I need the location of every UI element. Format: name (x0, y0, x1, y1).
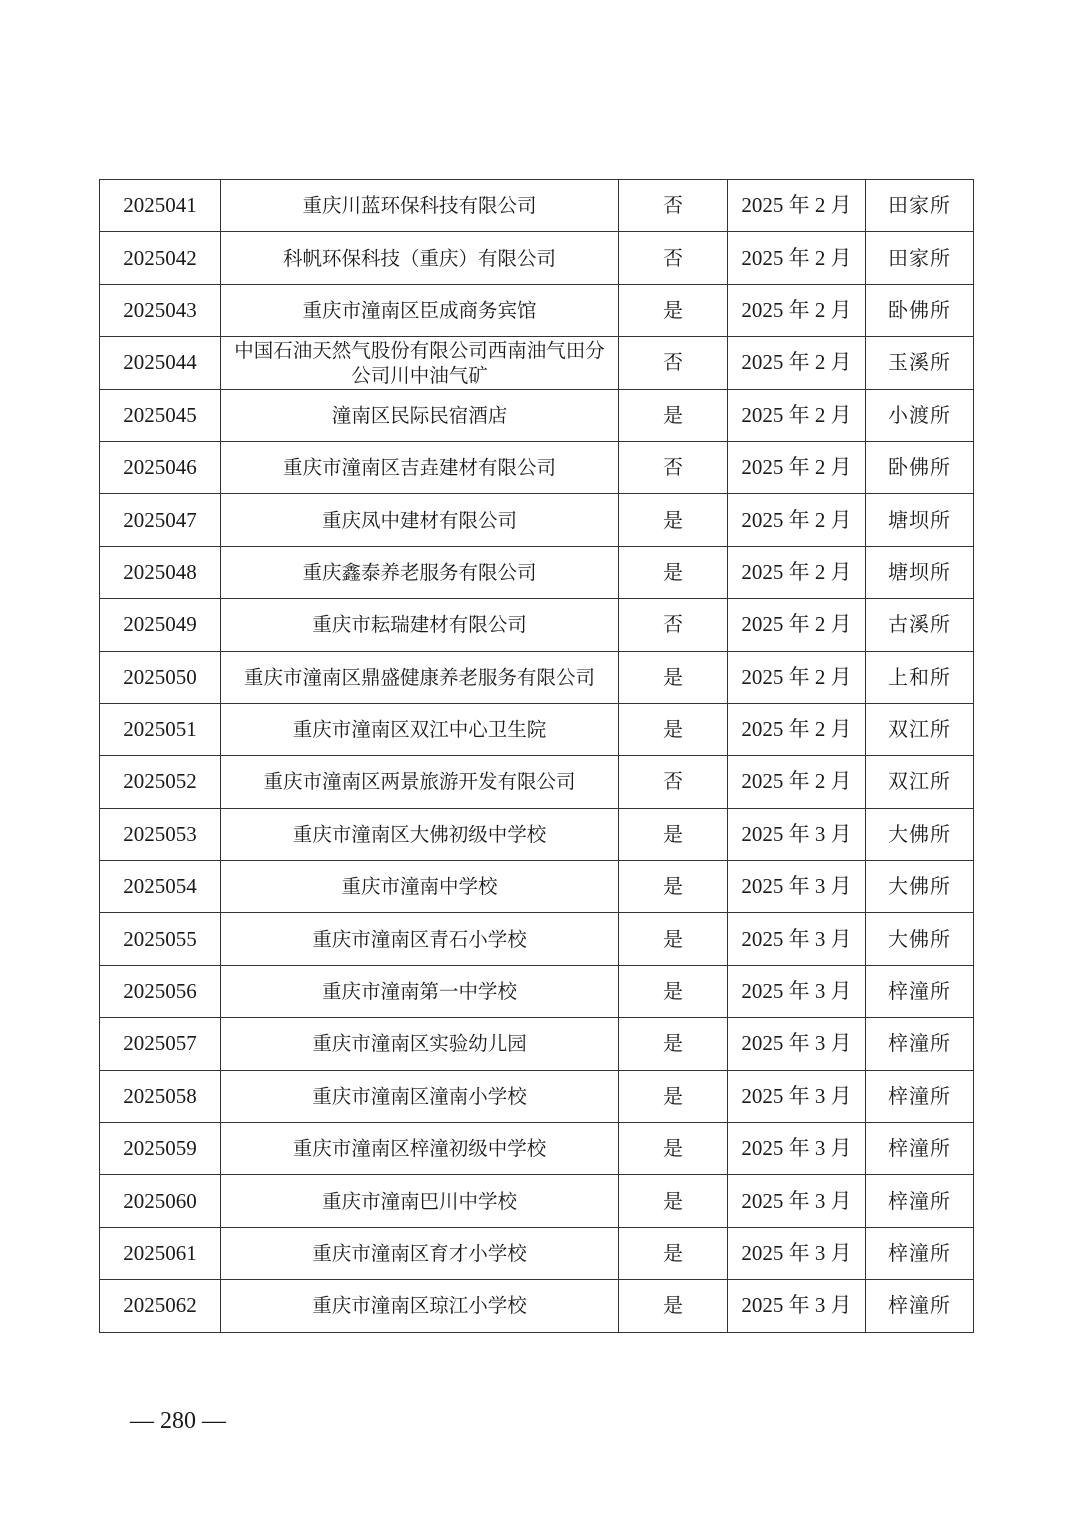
office-cell: 梓潼所 (866, 965, 974, 1017)
record-id-cell: 2025041 (100, 180, 221, 232)
record-id-cell: 2025059 (100, 1123, 221, 1175)
yes-no-cell: 是 (619, 808, 728, 860)
record-id-cell: 2025047 (100, 494, 221, 546)
office-cell: 大佛所 (866, 808, 974, 860)
record-id-cell: 2025044 (100, 337, 221, 389)
date-cell: 2025 年 2 月 (728, 441, 866, 493)
table-row (100, 546, 974, 598)
date-cell: 2025 年 3 月 (728, 1018, 866, 1070)
office-cell: 小渡所 (866, 389, 974, 441)
organization-name-cell: 重庆市潼南区实验幼儿园 (221, 1018, 619, 1070)
organization-name-cell: 重庆市耘瑞建材有限公司 (221, 599, 619, 651)
record-id-cell: 2025061 (100, 1227, 221, 1279)
table-row (100, 913, 974, 965)
yes-no-cell: 否 (619, 337, 728, 389)
table-row (100, 337, 974, 389)
table-row (100, 651, 974, 703)
table-row (100, 1175, 974, 1227)
office-cell: 梓潼所 (866, 1175, 974, 1227)
table-row (100, 599, 974, 651)
date-cell: 2025 年 3 月 (728, 861, 866, 913)
office-cell: 古溪所 (866, 599, 974, 651)
date-cell: 2025 年 2 月 (728, 703, 866, 755)
organization-name-cell: 重庆市潼南区两景旅游开发有限公司 (221, 756, 619, 808)
date-cell: 2025 年 2 月 (728, 180, 866, 232)
date-cell: 2025 年 3 月 (728, 913, 866, 965)
record-id-cell: 2025062 (100, 1280, 221, 1332)
organization-name-cell: 科帆环保科技（重庆）有限公司 (221, 232, 619, 284)
office-cell: 大佛所 (866, 861, 974, 913)
office-cell: 上和所 (866, 651, 974, 703)
office-cell: 梓潼所 (866, 1070, 974, 1122)
table-row (100, 861, 974, 913)
table-row (100, 965, 974, 1017)
record-id-cell: 2025049 (100, 599, 221, 651)
table-row (100, 389, 974, 441)
office-cell: 田家所 (866, 180, 974, 232)
date-cell: 2025 年 3 月 (728, 1070, 866, 1122)
record-id-cell: 2025057 (100, 1018, 221, 1070)
office-cell: 双江所 (866, 703, 974, 755)
table-row (100, 180, 974, 232)
date-cell: 2025 年 2 月 (728, 546, 866, 598)
yes-no-cell: 是 (619, 1018, 728, 1070)
organization-name-cell: 重庆川蓝环保科技有限公司 (221, 180, 619, 232)
date-cell: 2025 年 3 月 (728, 1175, 866, 1227)
office-cell: 塘坝所 (866, 494, 974, 546)
date-cell: 2025 年 2 月 (728, 599, 866, 651)
organization-name-cell: 重庆市潼南区双江中心卫生院 (221, 703, 619, 755)
record-id-cell: 2025043 (100, 284, 221, 336)
yes-no-cell: 否 (619, 232, 728, 284)
date-cell: 2025 年 3 月 (728, 1280, 866, 1332)
table-row (100, 1123, 974, 1175)
office-cell: 大佛所 (866, 913, 974, 965)
yes-no-cell: 是 (619, 389, 728, 441)
page-number: — 280 — (130, 1408, 226, 1434)
yes-no-cell: 是 (619, 703, 728, 755)
organization-name-cell: 中国石油天然气股份有限公司西南油气田分公司川中油气矿 (221, 337, 619, 389)
yes-no-cell: 是 (619, 861, 728, 913)
yes-no-cell: 是 (619, 494, 728, 546)
yes-no-cell: 否 (619, 599, 728, 651)
table-row (100, 494, 974, 546)
date-cell: 2025 年 2 月 (728, 494, 866, 546)
record-id-cell: 2025046 (100, 441, 221, 493)
record-id-cell: 2025050 (100, 651, 221, 703)
yes-no-cell: 是 (619, 1070, 728, 1122)
date-cell: 2025 年 2 月 (728, 284, 866, 336)
record-id-cell: 2025051 (100, 703, 221, 755)
table-row (100, 1227, 974, 1279)
organization-name-cell: 重庆市潼南区鼎盛健康养老服务有限公司 (221, 651, 619, 703)
office-cell: 梓潼所 (866, 1018, 974, 1070)
record-id-cell: 2025060 (100, 1175, 221, 1227)
yes-no-cell: 是 (619, 546, 728, 598)
table-row (100, 284, 974, 336)
date-cell: 2025 年 2 月 (728, 232, 866, 284)
date-cell: 2025 年 2 月 (728, 337, 866, 389)
organization-name-cell: 重庆市潼南区琼江小学校 (221, 1280, 619, 1332)
office-cell: 梓潼所 (866, 1123, 974, 1175)
date-cell: 2025 年 3 月 (728, 965, 866, 1017)
date-cell: 2025 年 2 月 (728, 651, 866, 703)
yes-no-cell: 是 (619, 1280, 728, 1332)
table-row (100, 756, 974, 808)
yes-no-cell: 是 (619, 913, 728, 965)
organization-name-cell: 重庆市潼南中学校 (221, 861, 619, 913)
date-cell: 2025 年 3 月 (728, 1227, 866, 1279)
yes-no-cell: 是 (619, 1175, 728, 1227)
date-cell: 2025 年 2 月 (728, 389, 866, 441)
yes-no-cell: 是 (619, 1227, 728, 1279)
organization-name-cell: 重庆市潼南巴川中学校 (221, 1175, 619, 1227)
office-cell: 双江所 (866, 756, 974, 808)
records-table-body (100, 180, 974, 1333)
table-row (100, 1070, 974, 1122)
organization-name-cell: 重庆市潼南区吉垚建材有限公司 (221, 441, 619, 493)
table-row (100, 808, 974, 860)
yes-no-cell: 否 (619, 756, 728, 808)
office-cell: 卧佛所 (866, 441, 974, 493)
record-id-cell: 2025055 (100, 913, 221, 965)
office-cell: 田家所 (866, 232, 974, 284)
organization-name-cell: 重庆凤中建材有限公司 (221, 494, 619, 546)
record-id-cell: 2025052 (100, 756, 221, 808)
table-row (100, 441, 974, 493)
yes-no-cell: 是 (619, 284, 728, 336)
organization-name-cell: 潼南区民际民宿酒店 (221, 389, 619, 441)
record-id-cell: 2025054 (100, 861, 221, 913)
office-cell: 塘坝所 (866, 546, 974, 598)
records-table (99, 179, 974, 1333)
office-cell: 卧佛所 (866, 284, 974, 336)
record-id-cell: 2025058 (100, 1070, 221, 1122)
yes-no-cell: 是 (619, 965, 728, 1017)
date-cell: 2025 年 3 月 (728, 1123, 866, 1175)
organization-name-cell: 重庆鑫泰养老服务有限公司 (221, 546, 619, 598)
date-cell: 2025 年 2 月 (728, 756, 866, 808)
organization-name-cell: 重庆市潼南区育才小学校 (221, 1227, 619, 1279)
table-row (100, 703, 974, 755)
table-row (100, 232, 974, 284)
office-cell: 梓潼所 (866, 1227, 974, 1279)
organization-name-cell: 重庆市潼南区大佛初级中学校 (221, 808, 619, 860)
yes-no-cell: 是 (619, 651, 728, 703)
table-row (100, 1280, 974, 1332)
yes-no-cell: 否 (619, 180, 728, 232)
office-cell: 玉溪所 (866, 337, 974, 389)
record-id-cell: 2025048 (100, 546, 221, 598)
organization-name-cell: 重庆市潼南区梓潼初级中学校 (221, 1123, 619, 1175)
date-cell: 2025 年 3 月 (728, 808, 866, 860)
organization-name-cell: 重庆市潼南第一中学校 (221, 965, 619, 1017)
organization-name-cell: 重庆市潼南区潼南小学校 (221, 1070, 619, 1122)
record-id-cell: 2025053 (100, 808, 221, 860)
yes-no-cell: 否 (619, 441, 728, 493)
table-row (100, 1018, 974, 1070)
yes-no-cell: 是 (619, 1123, 728, 1175)
record-id-cell: 2025056 (100, 965, 221, 1017)
organization-name-cell: 重庆市潼南区青石小学校 (221, 913, 619, 965)
record-id-cell: 2025042 (100, 232, 221, 284)
office-cell: 梓潼所 (866, 1280, 974, 1332)
organization-name-cell: 重庆市潼南区臣成商务宾馆 (221, 284, 619, 336)
record-id-cell: 2025045 (100, 389, 221, 441)
